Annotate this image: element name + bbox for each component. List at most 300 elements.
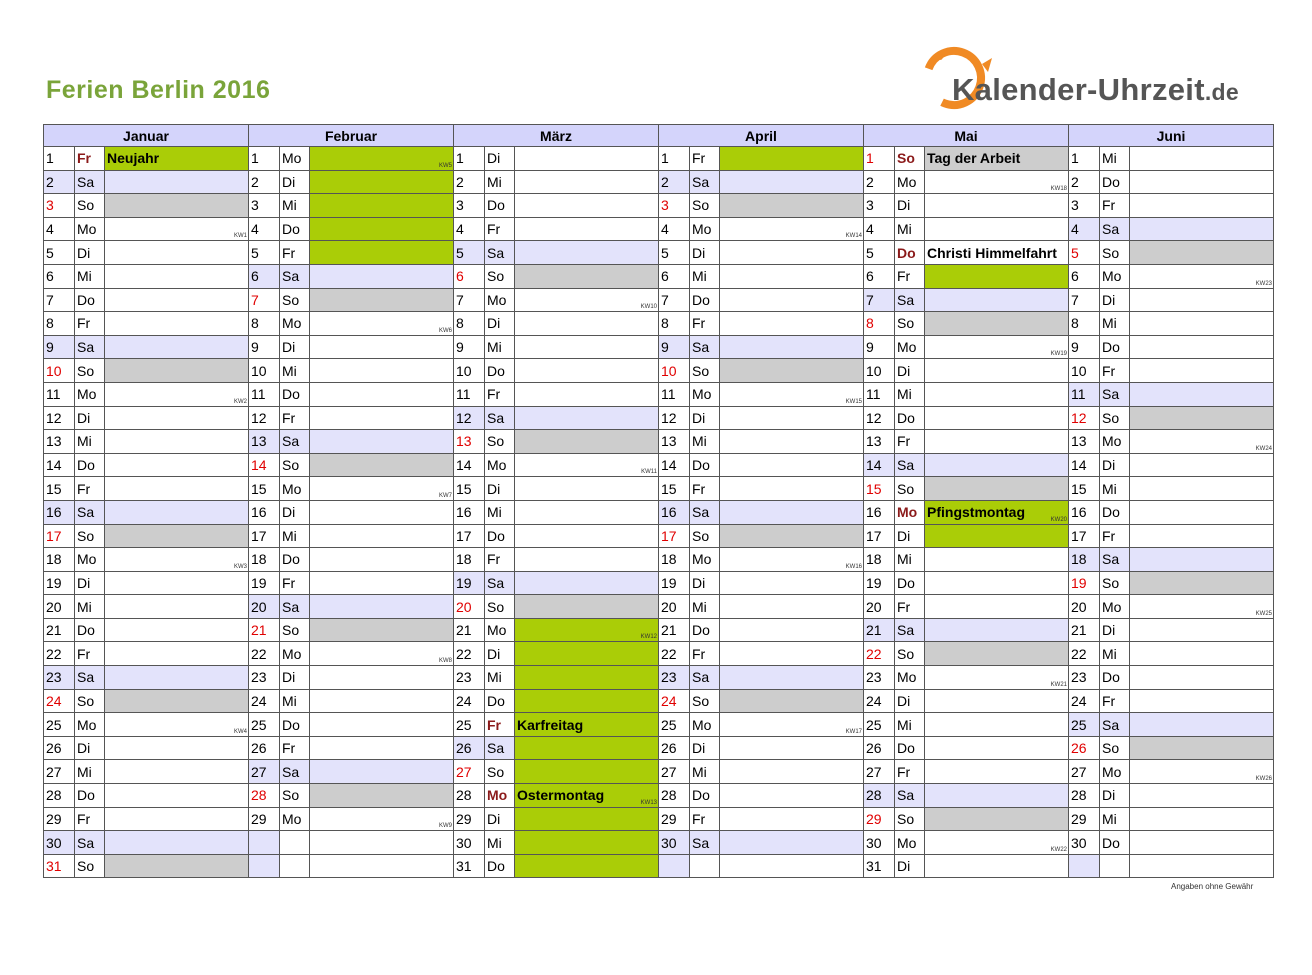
weekday: Sa <box>280 760 310 784</box>
event-cell <box>515 335 659 359</box>
event-cell <box>925 807 1069 831</box>
weekday: Do <box>1100 666 1130 690</box>
day-number: 27 <box>659 760 690 784</box>
weekday: So <box>485 760 515 784</box>
day-number: 20 <box>454 595 485 619</box>
event-cell <box>925 831 1069 855</box>
day-number: 16 <box>659 500 690 524</box>
event-cell <box>720 736 864 760</box>
day-number: 25 <box>44 713 75 737</box>
weekday: Sa <box>690 170 720 194</box>
day-number: 14 <box>249 453 280 477</box>
day-number: 26 <box>454 736 485 760</box>
weekday: Fr <box>485 713 515 737</box>
event-cell <box>1130 312 1274 336</box>
weekday: Fr <box>280 736 310 760</box>
event-cell <box>105 312 249 336</box>
event-cell <box>515 571 659 595</box>
event-cell <box>105 760 249 784</box>
event-cell <box>925 854 1069 878</box>
weekday: Mi <box>485 831 515 855</box>
calendar-row <box>44 618 1274 642</box>
day-number: 19 <box>454 571 485 595</box>
day-number: 25 <box>1069 713 1100 737</box>
day-number: 9 <box>44 335 75 359</box>
event-cell <box>515 500 659 524</box>
weekday: Mi <box>280 194 310 218</box>
day-number: 29 <box>864 807 895 831</box>
event-cell <box>105 784 249 808</box>
event-cell <box>720 831 864 855</box>
event-cell <box>925 524 1069 548</box>
weekday: Mo <box>1100 264 1130 288</box>
day-number: 23 <box>1069 666 1100 690</box>
day-number: 2 <box>1069 170 1100 194</box>
weekday: Mo <box>485 618 515 642</box>
day-number: 11 <box>249 382 280 406</box>
event-cell <box>925 618 1069 642</box>
event-cell <box>720 147 864 171</box>
day-number: 20 <box>44 595 75 619</box>
weekday: Sa <box>1100 382 1130 406</box>
weekday: Do <box>280 548 310 572</box>
weekday: Sa <box>280 264 310 288</box>
event-cell: Tag der Arbeit <box>925 147 1069 171</box>
day-number <box>1069 854 1100 878</box>
event-cell <box>720 217 864 241</box>
event-cell <box>310 760 454 784</box>
weekday: Mi <box>690 595 720 619</box>
weekday: Mi <box>690 264 720 288</box>
weekday: So <box>1100 241 1130 265</box>
week-number: KW12 <box>640 634 657 641</box>
day-number: 27 <box>1069 760 1100 784</box>
week-number: KW4 <box>233 728 247 735</box>
weekday: So <box>1100 736 1130 760</box>
weekday: Mo <box>690 217 720 241</box>
day-number: 16 <box>1069 500 1100 524</box>
event-cell <box>720 500 864 524</box>
event-cell <box>720 335 864 359</box>
event-cell <box>720 642 864 666</box>
day-number: 28 <box>454 784 485 808</box>
day-number: 25 <box>659 713 690 737</box>
day-number: 7 <box>1069 288 1100 312</box>
day-number: 9 <box>249 335 280 359</box>
weekday: Mo <box>485 453 515 477</box>
weekday: Do <box>895 736 925 760</box>
weekday: Sa <box>75 666 105 690</box>
weekday: Fr <box>75 147 105 171</box>
day-number: 27 <box>44 760 75 784</box>
week-number: KW6 <box>438 327 452 334</box>
event-cell <box>310 170 454 194</box>
event-cell <box>1130 406 1274 430</box>
day-number: 10 <box>864 359 895 383</box>
day-number: 13 <box>249 430 280 454</box>
day-number: 1 <box>1069 147 1100 171</box>
weekday: Mi <box>895 548 925 572</box>
day-number: 12 <box>44 406 75 430</box>
event-cell <box>105 359 249 383</box>
day-number: 8 <box>659 312 690 336</box>
weekday: Do <box>895 571 925 595</box>
event-cell <box>720 264 864 288</box>
event-cell <box>310 500 454 524</box>
event-cell <box>105 736 249 760</box>
weekday: Fr <box>1100 689 1130 713</box>
event-cell: Ostermontag KW13 <box>515 784 659 808</box>
event-cell <box>720 666 864 690</box>
weekday: Mo <box>485 288 515 312</box>
day-number: 11 <box>1069 382 1100 406</box>
disclaimer: Angaben ohne Gewähr <box>1171 882 1254 891</box>
day-number: 13 <box>454 430 485 454</box>
event-cell <box>925 194 1069 218</box>
month-header-3: April <box>659 125 864 147</box>
event-cell <box>1130 807 1274 831</box>
event-cell: Karfreitag <box>515 713 659 737</box>
event-cell <box>720 477 864 501</box>
day-number: 26 <box>1069 736 1100 760</box>
event-cell <box>310 147 454 171</box>
day-number: 2 <box>454 170 485 194</box>
weekday: Mo <box>895 666 925 690</box>
weekday: Fr <box>690 642 720 666</box>
calendar-row <box>44 430 1274 454</box>
event-cell <box>515 736 659 760</box>
weekday: Sa <box>485 406 515 430</box>
event-cell <box>720 194 864 218</box>
weekday: Do <box>690 618 720 642</box>
weekday <box>280 854 310 878</box>
day-number: 30 <box>864 831 895 855</box>
weekday: Do <box>75 784 105 808</box>
weekday: Fr <box>75 807 105 831</box>
event-cell <box>105 170 249 194</box>
event-cell <box>1130 264 1274 288</box>
event-cell <box>925 642 1069 666</box>
weekday: Do <box>895 406 925 430</box>
event-cell <box>1130 854 1274 878</box>
day-number: 14 <box>454 453 485 477</box>
day-number: 27 <box>454 760 485 784</box>
day-number: 31 <box>454 854 485 878</box>
event-cell <box>925 406 1069 430</box>
weekday: Do <box>1100 831 1130 855</box>
event-cell <box>720 595 864 619</box>
calendar-row <box>44 217 1274 241</box>
day-number: 13 <box>1069 430 1100 454</box>
event-cell <box>310 595 454 619</box>
weekday <box>1100 854 1130 878</box>
event-cell <box>720 453 864 477</box>
page-title: Ferien Berlin 2016 <box>46 76 271 104</box>
weekday <box>690 854 720 878</box>
day-number: 22 <box>659 642 690 666</box>
day-number: 30 <box>659 831 690 855</box>
weekday: Do <box>1100 335 1130 359</box>
event-cell <box>925 760 1069 784</box>
weekday: Di <box>895 854 925 878</box>
event-cell <box>105 713 249 737</box>
event-cell <box>720 807 864 831</box>
event-cell <box>515 548 659 572</box>
weekday: Di <box>690 571 720 595</box>
day-number: 28 <box>44 784 75 808</box>
event-cell <box>925 477 1069 501</box>
weekday: Sa <box>75 831 105 855</box>
day-number: 21 <box>659 618 690 642</box>
calendar-row <box>44 335 1274 359</box>
weekday: Sa <box>690 335 720 359</box>
month-header-2: März <box>454 125 659 147</box>
day-number: 12 <box>864 406 895 430</box>
weekday: Mi <box>690 760 720 784</box>
event-cell <box>1130 241 1274 265</box>
event-cell <box>515 595 659 619</box>
day-number: 9 <box>659 335 690 359</box>
weekday: Di <box>280 500 310 524</box>
event-cell <box>1130 666 1274 690</box>
event-cell <box>515 430 659 454</box>
day-number: 20 <box>659 595 690 619</box>
weekday: Mi <box>895 713 925 737</box>
event-cell <box>105 241 249 265</box>
day-number: 4 <box>454 217 485 241</box>
day-number: 8 <box>1069 312 1100 336</box>
event-cell <box>105 618 249 642</box>
event-cell <box>515 854 659 878</box>
weekday: Di <box>690 736 720 760</box>
event-cell <box>310 288 454 312</box>
weekday: Di <box>485 642 515 666</box>
event-cell <box>310 713 454 737</box>
weekday: Sa <box>280 595 310 619</box>
week-number: KW11 <box>641 469 657 476</box>
weekday: Mo <box>280 642 310 666</box>
weekday: Mi <box>1100 477 1130 501</box>
weekday: Di <box>485 807 515 831</box>
week-number: KW24 <box>1255 445 1272 452</box>
weekday: Fr <box>485 548 515 572</box>
weekday: Sa <box>1100 217 1130 241</box>
event-cell <box>720 524 864 548</box>
event-cell <box>310 382 454 406</box>
weekday: Di <box>1100 453 1130 477</box>
weekday: Mo <box>280 147 310 171</box>
event-cell <box>105 524 249 548</box>
event-cell <box>310 831 454 855</box>
day-number: 24 <box>659 689 690 713</box>
event-cell <box>310 666 454 690</box>
event-cell <box>310 807 454 831</box>
event-cell <box>720 854 864 878</box>
event-cell <box>925 217 1069 241</box>
event-cell <box>105 335 249 359</box>
event-cell <box>310 264 454 288</box>
weekday: So <box>895 312 925 336</box>
week-number: KW26 <box>1255 776 1272 783</box>
event-cell <box>1130 335 1274 359</box>
event-cell <box>720 430 864 454</box>
event-cell <box>925 666 1069 690</box>
event-cell <box>925 548 1069 572</box>
weekday: Sa <box>1100 713 1130 737</box>
weekday: Mi <box>75 264 105 288</box>
weekday: So <box>690 359 720 383</box>
day-number: 29 <box>659 807 690 831</box>
event-cell <box>1130 571 1274 595</box>
weekday: So <box>485 430 515 454</box>
weekday: So <box>75 524 105 548</box>
day-number: 2 <box>864 170 895 194</box>
weekday: Fr <box>280 571 310 595</box>
event-cell <box>1130 477 1274 501</box>
day-number: 3 <box>454 194 485 218</box>
event-cell <box>515 618 659 642</box>
event-cell <box>310 335 454 359</box>
weekday: Do <box>690 288 720 312</box>
day-number: 1 <box>249 147 280 171</box>
day-number: 23 <box>249 666 280 690</box>
event-cell <box>720 689 864 713</box>
event-cell <box>105 595 249 619</box>
weekday: Sa <box>75 170 105 194</box>
event-cell <box>1130 618 1274 642</box>
calendar-row <box>44 359 1274 383</box>
day-number: 9 <box>864 335 895 359</box>
day-number: 4 <box>1069 217 1100 241</box>
day-number: 16 <box>454 500 485 524</box>
day-number: 8 <box>44 312 75 336</box>
day-number: 29 <box>454 807 485 831</box>
weekday: So <box>690 524 720 548</box>
weekday: Fr <box>690 477 720 501</box>
weekday: Di <box>280 335 310 359</box>
event-cell <box>925 595 1069 619</box>
event-cell <box>925 335 1069 359</box>
day-number: 21 <box>454 618 485 642</box>
day-number: 4 <box>659 217 690 241</box>
event-cell <box>720 170 864 194</box>
event-cell <box>310 359 454 383</box>
day-number: 13 <box>864 430 895 454</box>
day-number: 15 <box>249 477 280 501</box>
weekday: Di <box>690 241 720 265</box>
event-cell <box>105 548 249 572</box>
weekday: Di <box>895 194 925 218</box>
day-number <box>249 831 280 855</box>
event-cell <box>310 477 454 501</box>
week-number: KW7 <box>438 492 452 499</box>
weekday: Mo <box>895 335 925 359</box>
calendar-row <box>44 477 1274 501</box>
event-cell <box>925 430 1069 454</box>
day-number: 16 <box>44 500 75 524</box>
event-cell <box>1130 689 1274 713</box>
event-cell <box>310 618 454 642</box>
week-number: KW14 <box>845 233 862 240</box>
event-cell <box>720 571 864 595</box>
event-cell <box>720 241 864 265</box>
day-number <box>249 854 280 878</box>
event-cell <box>720 406 864 430</box>
day-number: 5 <box>454 241 485 265</box>
event-cell <box>515 807 659 831</box>
event-cell <box>105 500 249 524</box>
weekday: Fr <box>75 312 105 336</box>
day-number: 16 <box>864 500 895 524</box>
event-cell <box>310 406 454 430</box>
day-number: 11 <box>659 382 690 406</box>
event-cell <box>105 666 249 690</box>
event-cell <box>310 571 454 595</box>
event-cell <box>1130 595 1274 619</box>
day-number: 26 <box>864 736 895 760</box>
calendar-row <box>44 807 1274 831</box>
event-cell <box>1130 359 1274 383</box>
week-number: KW1 <box>233 233 247 240</box>
weekday: Di <box>895 689 925 713</box>
day-number: 10 <box>1069 359 1100 383</box>
event-cell <box>310 430 454 454</box>
day-number: 20 <box>1069 595 1100 619</box>
weekday: Mi <box>75 430 105 454</box>
weekday: Do <box>690 453 720 477</box>
event-cell <box>515 147 659 171</box>
day-number: 7 <box>659 288 690 312</box>
weekday: Mi <box>1100 642 1130 666</box>
day-number: 5 <box>864 241 895 265</box>
week-number: KW20 <box>1050 516 1067 523</box>
day-number: 29 <box>1069 807 1100 831</box>
day-number: 10 <box>249 359 280 383</box>
day-number: 17 <box>44 524 75 548</box>
weekday: Fr <box>1100 194 1130 218</box>
day-number: 3 <box>249 194 280 218</box>
weekday: Mi <box>1100 147 1130 171</box>
weekday: Do <box>280 217 310 241</box>
day-number: 6 <box>659 264 690 288</box>
day-number: 19 <box>659 571 690 595</box>
calendar-row <box>44 170 1274 194</box>
weekday: Mo <box>690 382 720 406</box>
calendar-row <box>44 854 1274 878</box>
weekday: Mo <box>280 807 310 831</box>
weekday: Sa <box>895 288 925 312</box>
weekday: Mi <box>485 666 515 690</box>
weekday: Di <box>690 406 720 430</box>
weekday: So <box>895 642 925 666</box>
weekday: Mi <box>485 170 515 194</box>
weekday: So <box>280 288 310 312</box>
weekday: Di <box>75 241 105 265</box>
event-cell: Christi Himmelfahrt <box>925 241 1069 265</box>
calendar-row <box>44 784 1274 808</box>
event-cell <box>515 264 659 288</box>
event-cell <box>1130 736 1274 760</box>
month-header-4: Mai <box>864 125 1069 147</box>
weekday: Mo <box>690 713 720 737</box>
day-number: 30 <box>44 831 75 855</box>
calendar-row <box>44 288 1274 312</box>
calendar-row <box>44 548 1274 572</box>
day-number: 12 <box>1069 406 1100 430</box>
event-cell <box>925 571 1069 595</box>
calendar-row <box>44 382 1274 406</box>
day-number: 15 <box>659 477 690 501</box>
